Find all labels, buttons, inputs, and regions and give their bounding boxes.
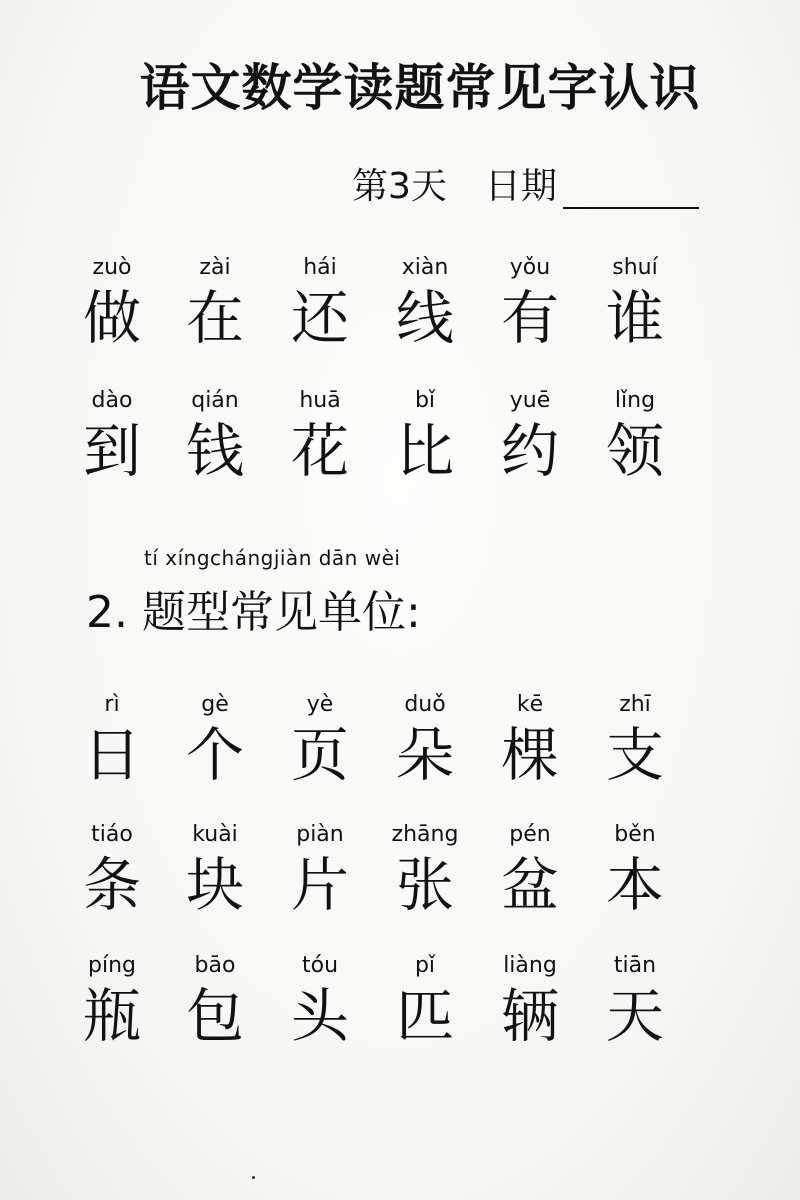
pinyin-label: rì [104,692,120,717]
hanzi-character: 头 [290,982,349,1050]
character-cell [160,388,270,484]
hanzi-character: 支 [605,721,664,789]
hanzi-character: 有 [500,284,559,352]
pinyin-label: pǐ [414,953,436,978]
hanzi-character: 约 [500,417,559,485]
character-cell [370,822,480,918]
pinyin-label: běn [614,822,656,847]
character-row [0,255,800,365]
character-cell [475,255,585,351]
character-row [0,822,800,932]
day-label: 第3天 [352,166,447,207]
paper-speck [252,1176,255,1179]
character-cell [580,692,690,788]
character-row [0,953,800,1063]
page-title: 语文数学读题常见字认识 [139,59,701,117]
hanzi-character: 瓶 [82,982,141,1050]
character-cell [370,255,480,351]
hanzi-character: 在 [185,284,244,352]
character-cell [580,822,690,918]
pinyin-label: xiàn [401,255,449,280]
character-cell [580,953,690,1049]
pinyin-label: yuē [509,388,551,413]
character-cell [580,255,690,351]
character-cell [265,953,375,1049]
pinyin-label: zuò [92,255,132,280]
hanzi-character: 花 [290,417,349,485]
hanzi-character: 本 [605,851,664,919]
pinyin-label: zài [199,255,231,280]
pinyin-label: shuí [612,255,658,280]
hanzi-character: 匹 [395,982,454,1050]
pinyin-label: tóu [301,953,339,978]
character-cell [57,953,167,1049]
hanzi-character: 朵 [395,721,454,789]
character-row [0,388,800,498]
hanzi-character: 线 [395,284,454,352]
hanzi-character: 包 [185,982,244,1050]
hanzi-character: 领 [605,417,664,485]
character-cell [160,953,270,1049]
character-cell [370,953,480,1049]
pinyin-label: kuài [192,822,238,847]
character-cell [475,822,585,918]
pinyin-label: dào [91,388,133,413]
character-cell [160,692,270,788]
hanzi-character: 张 [395,851,454,919]
pinyin-label: yǒu [509,255,551,280]
hanzi-character: 日 [82,721,141,789]
character-cell [160,255,270,351]
pinyin-label: lǐng [614,388,656,413]
pinyin-label: yè [306,692,334,717]
pinyin-label: hái [303,255,337,280]
pinyin-label: duǒ [404,692,446,717]
hanzi-character: 辆 [500,982,559,1050]
pinyin-label: gè [201,692,229,717]
hanzi-character: 天 [605,982,664,1050]
day-date-line [352,158,699,209]
pinyin-label: bǐ [414,388,436,413]
date-label: 日期 [484,166,557,207]
character-cell [265,822,375,918]
character-row [0,692,800,802]
section-2-heading-pinyin: tí xíngchángjiàn dān wèi [144,546,401,570]
hanzi-character: 还 [290,284,349,352]
hanzi-character: 棵 [500,721,559,789]
hanzi-character: 做 [82,284,141,352]
pinyin-label: kē [516,692,544,717]
pinyin-label: zhāng [391,822,459,847]
hanzi-character: 到 [82,417,141,485]
character-cell [160,822,270,918]
hanzi-character: 条 [82,851,141,919]
character-cell [57,822,167,918]
pinyin-label: huā [299,388,341,413]
character-cell [475,388,585,484]
character-cell [475,692,585,788]
pinyin-label: píng [88,953,136,978]
hanzi-character: 谁 [605,284,664,352]
character-cell [370,388,480,484]
pinyin-label: tiáo [91,822,133,847]
pinyin-label: zhī [619,692,651,717]
hanzi-character: 盆 [500,851,559,919]
hanzi-character: 个 [185,721,244,789]
hanzi-character: 钱 [185,417,244,485]
character-cell [57,692,167,788]
hanzi-character: 比 [395,417,454,485]
hanzi-character: 页 [290,721,349,789]
character-cell [370,692,480,788]
pinyin-label: bāo [194,953,236,978]
hanzi-character: 片 [290,851,349,919]
character-cell [57,255,167,351]
character-cell [580,388,690,484]
character-cell [475,953,585,1049]
date-blank-line [563,177,699,209]
character-cell [265,388,375,484]
character-cell [265,692,375,788]
section-2-heading: 2. 题型常见单位: [86,587,421,638]
character-cell [265,255,375,351]
pinyin-label: piàn [296,822,344,847]
pinyin-label: pén [509,822,551,847]
pinyin-label: qián [191,388,239,413]
character-cell [57,388,167,484]
pinyin-label: liàng [503,953,557,978]
pinyin-label: tiān [613,953,657,978]
hanzi-character: 块 [185,851,244,919]
